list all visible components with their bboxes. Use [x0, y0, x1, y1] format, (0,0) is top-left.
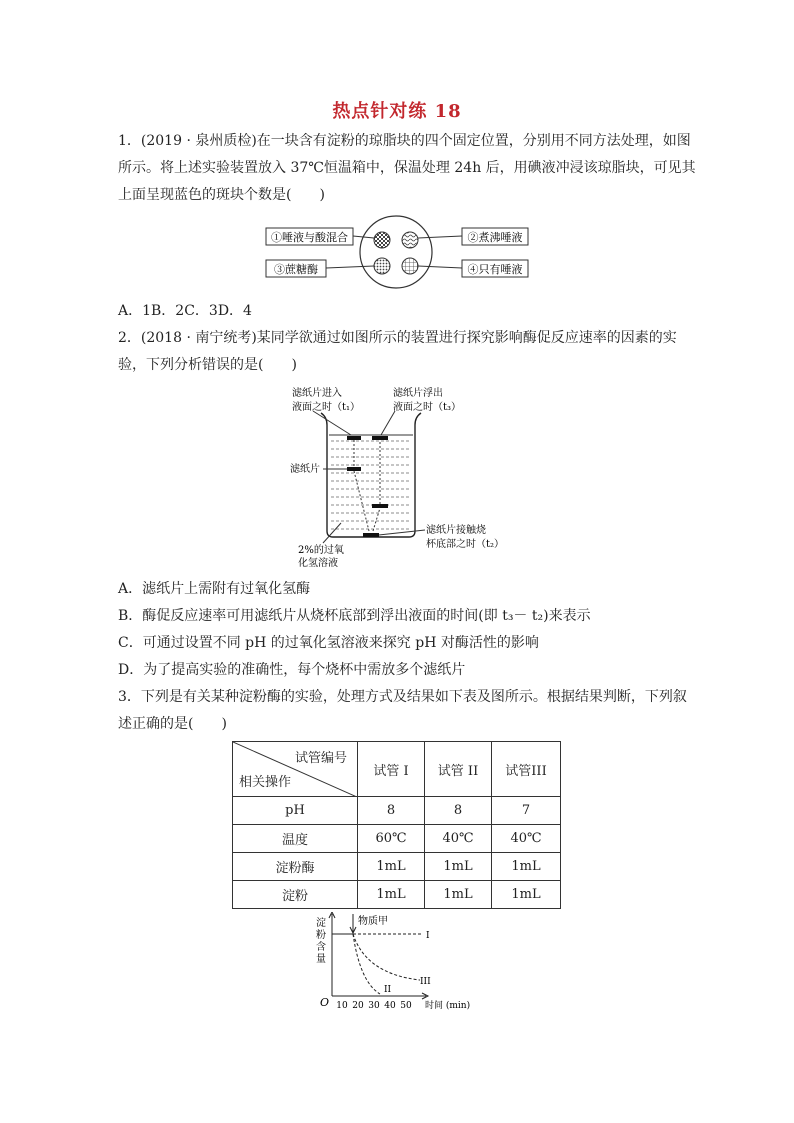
- table-row-label: 淀粉酶: [233, 853, 358, 881]
- chart-ylabel-2: 粉: [316, 930, 326, 941]
- agar-block: [360, 216, 432, 288]
- q3-chart: [308, 912, 488, 1012]
- table-header: 试管 II: [425, 742, 492, 797]
- fig1-label-3: ③蔗糖酶: [274, 263, 318, 276]
- chart-origin: O: [320, 996, 330, 1009]
- x-tick-40: 40: [384, 1001, 396, 1011]
- curve-II: [353, 934, 380, 994]
- fig2-solution-label-a: 2%的过氧: [298, 545, 344, 556]
- spot-2: [402, 232, 418, 248]
- curve-III-label: III: [420, 977, 431, 987]
- table-cell: 1mL: [358, 881, 425, 909]
- q2-option-b: B．酶促反应速率可用滤纸片从烧杯底部到浮出液面的时间(即 t₃－ t₂)来表示: [118, 608, 591, 624]
- chart-ylabel-1: 淀: [316, 918, 326, 929]
- chart-ylabel-4: 量: [316, 954, 326, 965]
- q3-line-2: 述正确的是( ): [118, 716, 227, 732]
- spot-4: [402, 258, 418, 274]
- q2-line-1: 2．(2018 · 南宁统考)某同学欲通过如图所示的装置进行探究影响酶促反应速率的因素的实: [118, 330, 677, 346]
- table-row-label: 温度: [233, 825, 358, 853]
- q3-line-1: 3．下列是有关某种淀粉酶的实验，处理方式及结果如下表及图所示。根据结果判断，下列叙: [118, 689, 687, 705]
- x-tick-50: 50: [400, 1001, 412, 1011]
- fig2-disk-label: 滤纸片: [290, 464, 320, 475]
- fig2-t2-label-a: 滤纸片接触烧: [426, 525, 486, 536]
- table-cell: 60℃: [358, 825, 425, 853]
- table-cell: 8: [425, 797, 492, 825]
- chart-marker-label: 物质甲: [358, 916, 388, 927]
- curve-II-label: II: [384, 985, 392, 995]
- q1-figure: [265, 214, 530, 290]
- table-cell: 1mL: [358, 853, 425, 881]
- x-tick-20: 20: [352, 1001, 364, 1011]
- table-row-label: 淀粉: [233, 881, 358, 909]
- table-cell: 8: [358, 797, 425, 825]
- q2-option-a: A．滤纸片上需附有过氧化氢酶: [118, 581, 311, 597]
- x-tick-10: 10: [336, 1001, 348, 1011]
- table-cell: 7: [492, 797, 561, 825]
- q1-options: A．1B．2C．3D．4: [118, 303, 252, 319]
- q2-option-d: D．为了提高实验的准确性，每个烧杯中需放多个滤纸片: [118, 662, 466, 678]
- fig1-label-2: ②煮沸唾液: [467, 231, 523, 244]
- table-cell: 1mL: [492, 881, 561, 909]
- table-header: 试管 I: [358, 742, 425, 797]
- table-cell: 1mL: [492, 853, 561, 881]
- fig2-t3-label-a: 滤纸片浮出: [393, 388, 443, 399]
- q3-table: [232, 741, 561, 909]
- q1-line-3: 上面呈现蓝色的斑块个数是( ): [118, 187, 325, 203]
- fig2-t1-label-a: 滤纸片进入: [292, 388, 342, 399]
- fig1-label-4: ④只有唾液: [467, 263, 523, 276]
- spot-3: [374, 258, 390, 274]
- fig2-t2-label-b: 杯底部之时（t₂）: [426, 539, 505, 550]
- spot-1: [374, 232, 390, 248]
- table-cell: 40℃: [492, 825, 561, 853]
- fig2-t1-label-b: 液面之时（t₁）: [292, 402, 361, 413]
- fig1-label-1: ①唾液与酸混合: [271, 231, 348, 244]
- fig2-solution-label-b: 化氢溶液: [298, 558, 338, 569]
- q1-line-1: 1．(2019 · 泉州质检)在一块含有淀粉的琼脂块的四个固定位置，分别用不同方法处理，如图: [118, 133, 691, 149]
- table-cell: 1mL: [425, 853, 492, 881]
- q2-line-2: 验，下列分析错误的是( ): [118, 357, 297, 373]
- q1-line-2: 所示。将上述实验装置放入 37℃恒温箱中，保温处理 24h 后，用碘液冲浸该琼脂块，可见其: [118, 160, 696, 176]
- table-corner-cell: [233, 742, 358, 797]
- table-cell: 40℃: [425, 825, 492, 853]
- page-title: 热点针对练 18: [332, 101, 462, 122]
- table-cell: 1mL: [425, 881, 492, 909]
- table-row-label: pH: [233, 797, 358, 825]
- chart-xlabel: 时间 (min): [425, 1001, 471, 1011]
- fig2-t3-label-b: 液面之时（t₃）: [393, 402, 462, 413]
- curve-I-label: I: [426, 931, 430, 941]
- table-corner-bottom: 相关操作: [239, 775, 292, 790]
- q2-beaker-figure: [283, 383, 513, 569]
- table-corner-top: 试管编号: [294, 751, 347, 766]
- table-header: 试管III: [492, 742, 561, 797]
- x-tick-30: 30: [368, 1001, 380, 1011]
- q2-option-c: C．可通过设置不同 pH 的过氧化氢溶液来探究 pH 对酶活性的影响: [118, 635, 539, 651]
- chart-ylabel-3: 含: [316, 942, 326, 953]
